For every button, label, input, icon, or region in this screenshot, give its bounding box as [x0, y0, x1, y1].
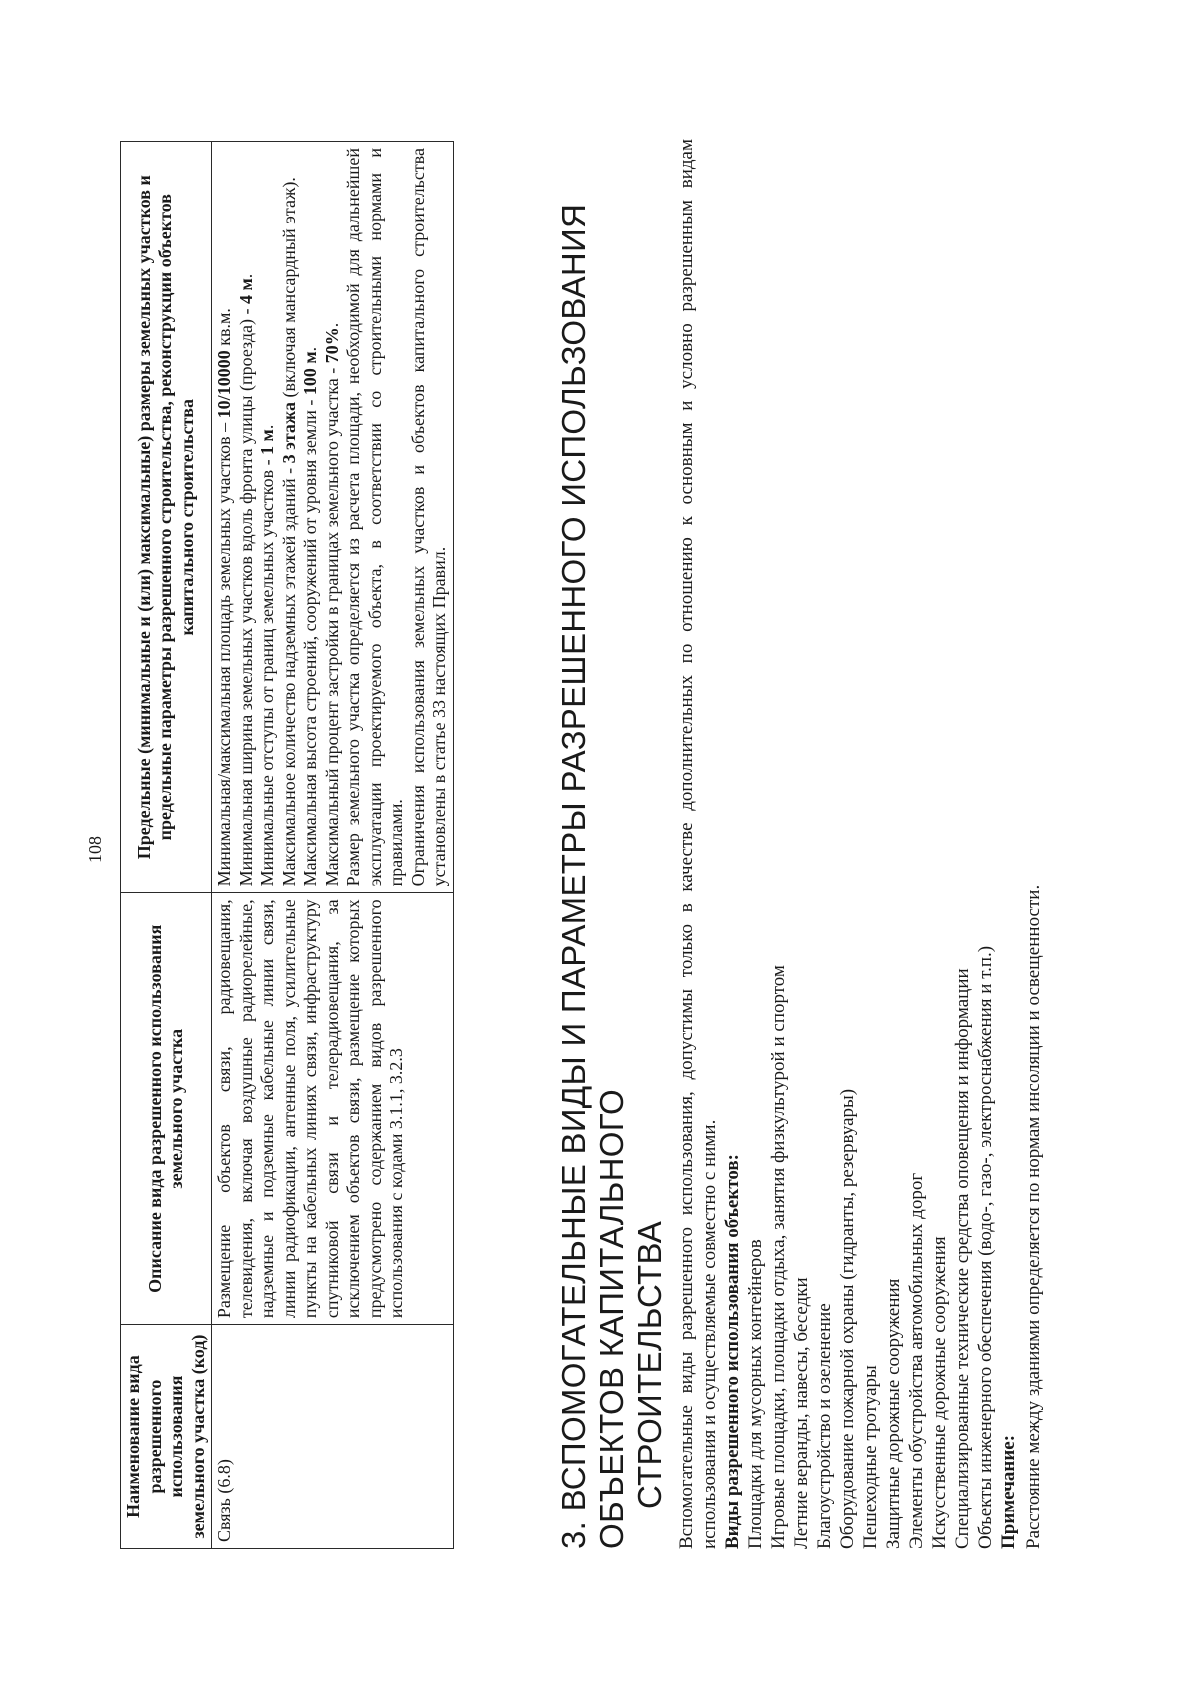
list-item: Специализированные технические средства оповещения и информации — [952, 968, 973, 1549]
list-item: Объекты инженерного обеспечения (водо-, газо-, электроснабжения и т.п.) — [975, 945, 996, 1549]
param-line: Минимальная/максимальная площадь земельных участков – 10/10000 кв.м. — [214, 308, 234, 887]
header-description: Описание вида разрешенного использования земельного участка — [121, 893, 212, 1325]
page-number: 108 — [85, 836, 105, 863]
param-line: Размер земельного участка определяется из расчета площади, необходимой для дальнейшей эксплуатации проектируемого объекта, в соответствии со строительными нормами и правилами. — [343, 148, 406, 887]
section-title: 3. ВСПОМОГАТЕЛЬНЫЕ ВИДЫ И ПАРАМЕТРЫ РАЗРЕШЕННОГО ИСПОЛЬЗОВАНИЯ ОБЪЕКТОВ КАПИТАЛЬНОГО СТРОИТЕЛЬСТВА — [555, 203, 668, 1549]
auxiliary-uses-section — [555, 139, 1045, 1549]
header-name: Наименование вида разрешенного использования земельного участка (код) — [121, 1325, 212, 1549]
param-line: Ограничения использования земельных участков и объектов капитального строительства установлены в статье 33 настоящих Правил. — [407, 148, 449, 887]
list-item: Оборудование пожарной охраны (гидранты, резервуары) — [837, 1088, 858, 1549]
note-heading: Примечание: — [998, 1434, 1019, 1549]
list-item: Защитные дорожные сооружения — [883, 1278, 904, 1549]
table-row — [212, 142, 454, 1549]
list-item: Площадки для мусорных контейнеров — [745, 1239, 766, 1549]
list-item: Элементы обустройства автомобильных дорог — [906, 1172, 927, 1549]
list-item: Искусственные дорожные сооружения — [929, 1236, 950, 1549]
param-line: Максимальное количество надземных этажей зданий - 3 этажа (включая мансардный этаж). — [278, 177, 299, 887]
list-heading: Виды разрешенного использования объектов: — [722, 1154, 743, 1549]
param-line: Минимальная ширина земельных участков вдоль фронта улицы (проезда) - 4 м. — [235, 273, 256, 887]
section-intro: Вспомогательные виды разрешенного использования, допустимы только в качестве дополнительных по отношению к основным и условно разрешенным видам использования и осуществляемые совместно с ними. — [676, 139, 720, 1549]
parameters-table — [120, 141, 454, 1549]
uses-list — [744, 139, 997, 1549]
list-item: Пешеходные тротуары — [860, 1365, 881, 1549]
list-item: Благоустройство и озеленение — [814, 1303, 835, 1549]
param-line: Минимальные отступы от границ земельных участков - 1 м. — [257, 424, 277, 887]
note-text: Расстояние между зданиями определяется по нормам инсоляции и освещенности. — [1023, 884, 1044, 1549]
list-item: Игровые площадки, площадки отдыха, занятия физкультурой и спортом — [768, 965, 789, 1549]
header-params: Предельные (минимальные и (или) максимальные) размеры земельных участков и предельные параметры разрешенного строительства, реконструкции объектов капитального строительства — [121, 142, 212, 893]
cell-params — [212, 142, 454, 893]
cell-description: Размещение объектов связи, радиовещания, телевидения, включая воздушные радиорелейные, надземные и подземные кабельные линии связи, линии радиофикации, антенные поля, усилительные пункты на кабельных линиях связи, инфраструктуру спутниковой связи и телерадиовещания, за исключением объектов связи, размещение которых предусмотрено содержанием видов разрешенного использования с кодами 3.1.1, 3.2.3 — [212, 893, 454, 1325]
param-line: Максимальный процент застройки в границах земельного участка - 70%. — [321, 322, 342, 887]
cell-name: Связь (6.8) — [212, 1325, 454, 1549]
list-item: Летние веранды, навесы, беседки — [791, 1277, 812, 1549]
table-header-row — [121, 142, 212, 1549]
param-line: Максимальная высота строений, сооружений от уровня земли - 100 м. — [300, 346, 320, 887]
